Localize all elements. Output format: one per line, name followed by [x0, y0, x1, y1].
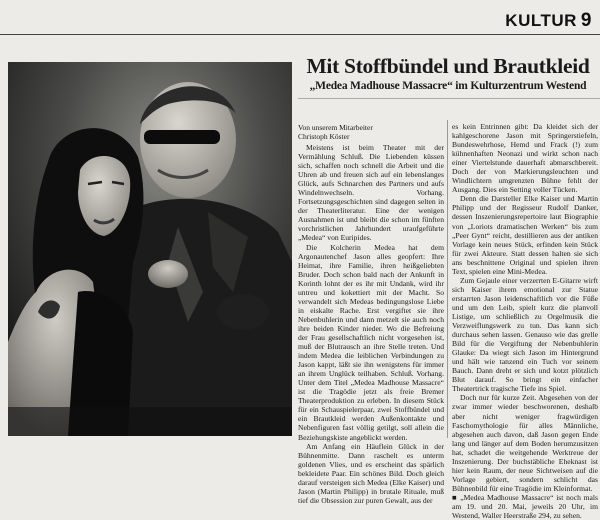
section-name: KULTUR	[505, 11, 577, 30]
press-photo	[8, 62, 292, 436]
headline-rule	[298, 98, 600, 99]
byline-line-1: Von unserem Mitarbeiter	[298, 123, 373, 132]
section-label	[505, 10, 592, 32]
header-rule	[0, 34, 600, 35]
article-headline: Mit Stoffbündel und Brautkleid	[306, 54, 590, 78]
info-box: ■ „Medea Madhouse Massacre“ ist noch mals am 19. und 20. Mai, jeweils 20 Uhr, im Westend, Waller Heerstraße 294, zu sehen.	[452, 492, 598, 520]
byline	[298, 123, 444, 141]
photo-illustration	[8, 62, 292, 436]
paragraph: Meistens ist beim Theater mit der Vermählung Schluß. Die Liebenden küssen sich, schaffen noch schnell die Arbeit und die Uhren ab und freuen sich auf ein lebenslanges Glück, aufs Schnarchen des Partners und aufs Windelnwechseln. Vorhang. Fortsetzungsgeschichten sind dagegen selten in der Theaterliteratur. Eine der wenigen Ausnahmen ist und bleibt die schon im fünften vorchristlichen Jahrhundert uraufgeführte „Medea“ von Euripides.	[298, 143, 444, 243]
page-number: 9	[580, 10, 592, 31]
article-column-1	[298, 143, 444, 505]
column-divider	[447, 120, 448, 438]
paragraph: Zum Gejaule einer verzerrten E-Gitarre wirft sich Kaiser ihrem emotional zur Statue erstarrten Jason leidenschaftlich vor die Füße und um den Leib, spielt kurz die planvoll Listige, um schließlich zu Orgelmusik die Verzweiflungswerk zu tun. Das kann sich durchaus sehen lassen. Genauso wie das grelle Bild für die Vergiftung der Nebenbuhlerin Glauke: Da wiegt sich Jason im Hintergrund und hält wie tanzend ein Tuch vor seinem Bauch. Dann dreht er sich und kotzt plötzlich Blut darauf. So bringt ein einfacher Theatertrick tragische Tiefe ins Spiel.	[452, 275, 598, 394]
paragraph: Denn die Darsteller Elke Kaiser und Martin Philipp und der Regisseur Rudolf Danker, dessen Inszenierungsrepertoire laut Biographie von „Loriots dramatischen Werken“ bis zum „Peer Gynt“ reicht, destillieren aus der antiken Vorlage kein neues Stück, erfinden kein Stück für zwei Akteure. Statt dessen halten sie sich ans beschnittene Original und spielen ihren Text, spielen eine Mini-Medea.	[452, 194, 598, 276]
article-subheadline: „Medea Madhouse Massacre“ im Kulturzentrum Westend	[309, 80, 587, 92]
paragraph: Doch nur für kurze Zeit. Abgesehen von der zwar immer wieder beschworenen, deshalb aber nicht weniger fragwürdigen Faschomythologie für alles Männliche, abgesehen auch davon, daß Jason gegen Ende lang und länger auf dem Boden herumzusitzen hat, schadet die weitgehende Werktreue der Inszenierung. Der buchstäbliche Eheknast ist hier kein Raum, der neue Sichtweisen auf die Vorlage gebiert, sondern schlicht das Bühnenbild für eine Tragödie im Kleinformat.	[452, 393, 598, 493]
byline-author: Christoph Köster	[298, 132, 350, 141]
page-header	[0, 8, 600, 34]
article-column-2	[452, 122, 598, 520]
paragraph: es kein Entrinnen gibt: Da kleidet sich der kahlgeschorene Jason mit Springerstiefeln, Bundeswehrhose, Hemd und Frack (!) zum kühnenhaften Neonazi und wirkt schon nach einer Viertelstunde dauerhaft abmarschbereit. Doch der von Markierungsleuchten und Windlichtern umgrenzten Bühne fehlt der Ausgang. Dies ein Setting voller Tücken.	[452, 122, 598, 195]
paragraph: Am Anfang ein Häuflein Glück in der Bühnenmitte. Dann raschelt es unterm goldenen Vlies, und es erscheint das spärlich bekleidete Paar. Ein schönes Bild. Doch gleich darauf versteigen sich Medea (Elke Kaiser) und Jason (Martin Philipp) in brutale Rituale, muß tief die Obsession zur puren Gewalt, aus der	[298, 441, 444, 505]
paragraph: Die Kolcherin Medea hat dem Argonautenchef Jason alles geopfert: Ihre Heimat, ihre Familie, ihren heißgeliebten Bruder. Doch schon bald nach der Ankunft in Korinth lohnt der es ihr mit Undank, wird ihr untreu und kokettiert mit der Macht. So verwandelt sich Medeas bedingungslose Liebe in eiskalte Rache. Erst vergiftet sie ihre Nebenbuhlerin und dann metzelt sie auch noch ihre beiden Kinder nieder. Wo die Befreiung der Frau gesellschaftlich nicht vorgesehen ist, muß der Blutrausch an ihre Stelle treten. Und indem Medea die leiblichen Verbindungen zu Jason kappt, läßt sie ihn wenigstens für immer an ihrem Unglück teilhaben. Schluß. Vorhang. Unter dem Titel „Medea Madhouse Massacre“ ist die Tragödie jetzt als freie Bremer Theaterproduktion zu erleben. In diesem Stück für ein Schauspielerpaar, zwei Stoffbündel und ein Brautkleid werden Außenkontakte und Nebenfiguren fast völlig getilgt, soll allein die Beziehungskiste angeblickt werden.	[298, 242, 444, 442]
